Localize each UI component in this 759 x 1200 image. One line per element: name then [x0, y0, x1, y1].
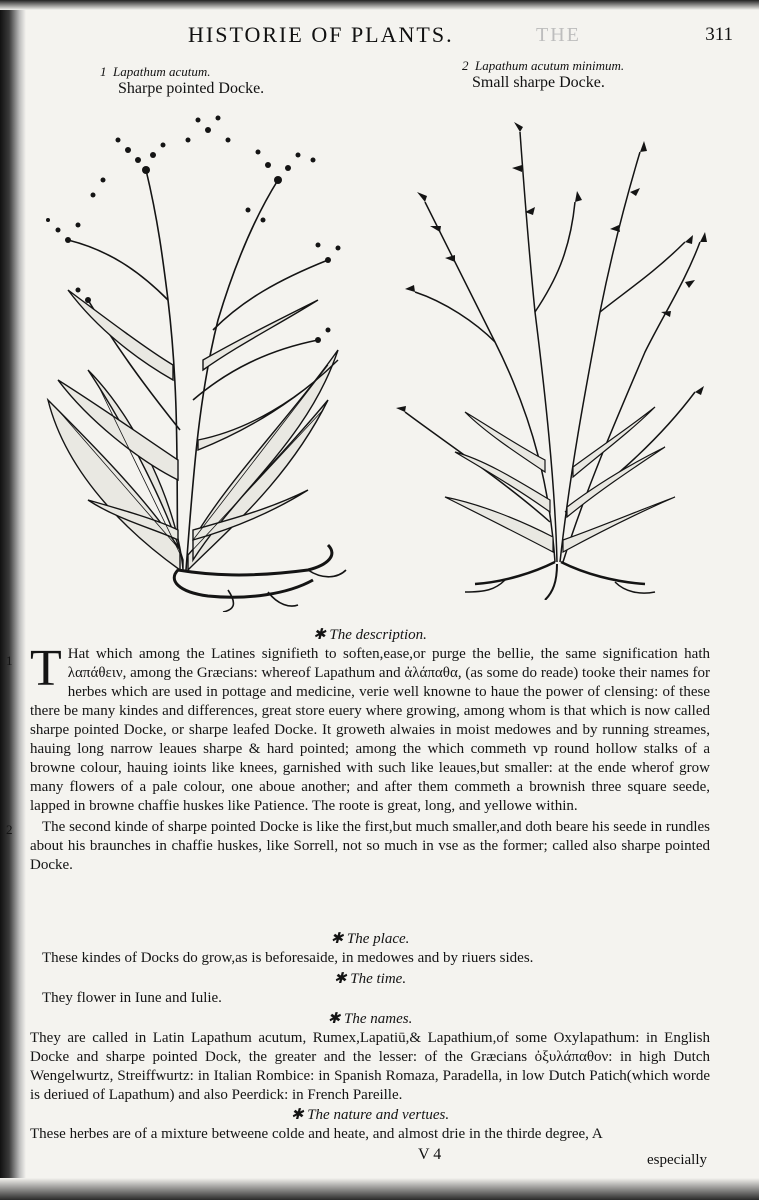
figure-1-english-name: Sharpe pointed Docke.	[118, 80, 265, 97]
place-heading: ✱ The place.	[330, 931, 410, 947]
top-edge-shadow	[0, 0, 759, 10]
paragraph-1-number: 1	[6, 653, 13, 668]
small-sharpe-docke-woodcut	[385, 92, 715, 600]
sharpe-pointed-docke-woodcut	[28, 100, 348, 612]
description-heading: ✱ The description.	[313, 627, 427, 643]
running-title: HISTORIE OF PLANTS.	[188, 22, 454, 47]
bottom-edge-shadow	[0, 1178, 759, 1200]
figure-2-english-name: Small sharpe Docke.	[472, 74, 605, 91]
figure-1-latin-name: Lapathum acutum.	[113, 64, 211, 79]
figure-2-caption	[462, 58, 624, 92]
page-number: 311	[705, 24, 733, 45]
nature-section	[30, 1106, 710, 1144]
time-text: They flower in Iune and Iulie.	[42, 990, 222, 1006]
figure-2-latin-name: Lapathum acutum minimum.	[475, 58, 625, 73]
place-section	[30, 930, 710, 968]
signature-mark: V 4	[418, 1146, 442, 1163]
time-heading: ✱ The time.	[333, 971, 407, 987]
figure-1-number: 1	[100, 64, 107, 79]
names-text: They are called in Latin Lapathum acutum, Rumex,Lapatiū,& Lapathium,of some Oxylapathum: in English Docke and sharpe pointed Dock, the greater and the lesser: of the Græcians ὀξυλάπαθον: in high Dutch Wengelwurtz, Streiffwurtz: in Italian Rombice: in Spanish Romaza, Paradella, in low Dutch Patich(which worde is deriued of Lapathum) and also Peerdick: in French Pareille.	[30, 1030, 710, 1103]
names-heading: ✱ The names.	[327, 1011, 413, 1027]
show-through-text: THE	[536, 24, 581, 46]
place-text: These kindes of Docks do grow,as is beforesaide, in medowes and by riuers sides.	[42, 950, 534, 966]
description-paragraph-1: Hat which among the Latines signifieth to soften,ease,or purge the bellie, the same signification hath λαπάθειν, among the Græcians: whereof Lapathum and ἀλάπαθα, (as some do reade) tooke their names for herbes which are used in pottage and medicine, verie well knowne to haue the power of clensing: of these there be many kindes and differences, great store euery where growing, among whom is that which is now called sharpe pointed Docke, or sharpe leafed Docke. It groweth alwaies in moist medowes and by running streames, hauing long narrow leaues sharpe & hard pointed; among the which commeth vp round hollow stalks of a browne colour, hauing ioints like knees, garnished with such like leaues,but smaller: at the ende wherof grow many flowers of a pale colour, one aboue another; and after them commeth a brownish three square seede, lapped in browne chaffie huskes like Patience. The roote is great, long, and yellowe within.	[30, 646, 710, 814]
description-paragraph-2: The second kinde of sharpe pointed Docke is like the first,but much smaller,and doth beare his seede in rundles about his braunches in chaffie huskes, like Sorrell, not so much in vse as the former; called also sharpe pointed Docke.	[30, 819, 710, 873]
gutter-shadow	[0, 0, 26, 1200]
figure-1-caption	[100, 64, 264, 98]
figure-2-number: 2	[462, 58, 469, 73]
catchword: especially	[647, 1152, 707, 1168]
drop-cap-letter: T	[30, 640, 62, 697]
nature-heading: ✱ The nature and vertues.	[290, 1107, 450, 1123]
description-section	[6, 626, 710, 875]
paragraph-2-number: 2	[6, 822, 13, 837]
names-section	[30, 1010, 710, 1105]
nature-text: These herbes are of a mixture betweene colde and heate, and almost drie in the thirde degree, A	[30, 1126, 603, 1142]
time-section	[30, 970, 710, 1008]
